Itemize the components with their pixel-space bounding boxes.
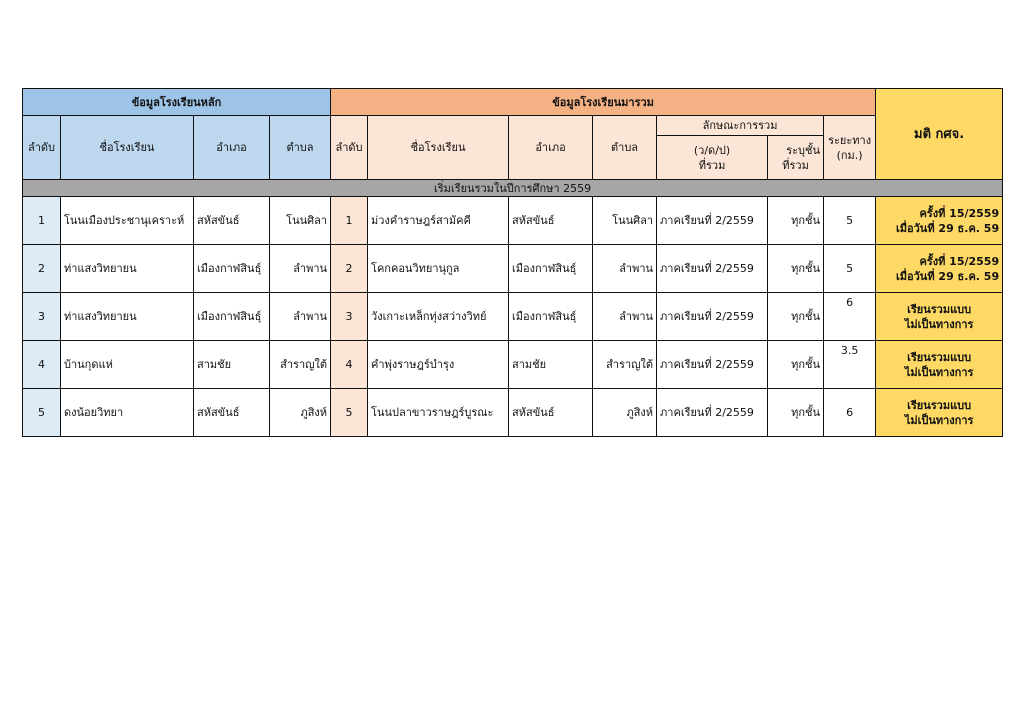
merge-type-header: ลักษณะการรวม bbox=[657, 116, 824, 136]
merge-level-header-line1: ระบุชั้น bbox=[786, 143, 821, 157]
merge-order-cell: 2 bbox=[331, 245, 368, 293]
merge-district-header: อำเภอ bbox=[509, 116, 593, 180]
merge-subdistrict-cell: โนนศิลา bbox=[593, 197, 657, 245]
group-label: เริ่มเรียนรวมในปีการศึกษา 2559 bbox=[23, 180, 1003, 197]
table-row bbox=[23, 197, 1003, 245]
merge-district-cell: เมืองกาฬสินธุ์ bbox=[509, 293, 593, 341]
main-order-cell: 2 bbox=[23, 245, 61, 293]
main-subdistrict-cell: สำราญใต้ bbox=[270, 341, 331, 389]
resolution-line1: เรียนรวมแบบ bbox=[907, 350, 972, 364]
merge-order-cell: 1 bbox=[331, 197, 368, 245]
main-order-cell: 3 bbox=[23, 293, 61, 341]
main-school-name-cell: ท่าแสงวิทยายน bbox=[61, 293, 194, 341]
merge-subdistrict-header: ตำบล bbox=[593, 116, 657, 180]
merge-date-cell: ภาคเรียนที่ 2/2559 bbox=[657, 197, 768, 245]
main-school-name-cell: โนนเมืองประชานุเคราะห์ bbox=[61, 197, 194, 245]
resolution-cell bbox=[876, 197, 1003, 245]
resolution-cell bbox=[876, 293, 1003, 341]
merge-date-cell: ภาคเรียนที่ 2/2559 bbox=[657, 245, 768, 293]
merge-district-cell: สามชัย bbox=[509, 341, 593, 389]
merge-school-name-cell: ม่วงคำราษฎร์สามัคคี bbox=[368, 197, 509, 245]
merge-date-cell: ภาคเรียนที่ 2/2559 bbox=[657, 341, 768, 389]
main-school-name-header: ชื่อโรงเรียน bbox=[61, 116, 194, 180]
table-row bbox=[23, 293, 1003, 341]
merge-date-header bbox=[657, 136, 768, 180]
main-district-cell: เมืองกาฬสินธุ์ bbox=[194, 245, 270, 293]
main-district-cell: สหัสขันธ์ bbox=[194, 389, 270, 437]
table-row bbox=[23, 245, 1003, 293]
main-subdistrict-cell: ภูสิงห์ bbox=[270, 389, 331, 437]
resolution-cell bbox=[876, 389, 1003, 437]
merge-order-header: ลำดับ bbox=[331, 116, 368, 180]
distance-cell: 3.5 bbox=[824, 341, 876, 389]
header-row-groups bbox=[23, 89, 1003, 116]
resolution-line2: ไม่เป็นทางการ bbox=[904, 413, 974, 427]
merge-school-name-cell: โนนปลาขาวราษฎร์บูรณะ bbox=[368, 389, 509, 437]
merge-school-name-cell: โคกคอนวิทยานุกูล bbox=[368, 245, 509, 293]
merge-date-header-line2: ที่รวม bbox=[698, 158, 726, 172]
merge-subdistrict-cell: สำราญใต้ bbox=[593, 341, 657, 389]
group-row bbox=[23, 180, 1003, 197]
resolution-line2: เมื่อวันที่ 29 ธ.ค. 59 bbox=[896, 221, 1000, 235]
main-school-group-header: ข้อมูลโรงเรียนหลัก bbox=[23, 89, 331, 116]
resolution-line1: ครั้งที่ 15/2559 bbox=[919, 206, 1000, 220]
main-subdistrict-cell: ลำพาน bbox=[270, 245, 331, 293]
main-school-name-cell: บ้านกุดแห่ bbox=[61, 341, 194, 389]
main-order-header: ลำดับ bbox=[23, 116, 61, 180]
merge-order-cell: 4 bbox=[331, 341, 368, 389]
main-district-cell: สามชัย bbox=[194, 341, 270, 389]
table-row bbox=[23, 341, 1003, 389]
merge-subdistrict-cell: ลำพาน bbox=[593, 293, 657, 341]
merge-school-name-cell: คำพุ่งราษฎร์บำรุง bbox=[368, 341, 509, 389]
main-district-cell: เมืองกาฬสินธุ์ bbox=[194, 293, 270, 341]
merge-level-cell: ทุกชั้น bbox=[768, 197, 824, 245]
resolution-line1: ครั้งที่ 15/2559 bbox=[919, 254, 1000, 268]
merge-level-header-line2: ที่รวม bbox=[782, 158, 809, 172]
main-district-header: อำเภอ bbox=[194, 116, 270, 180]
merge-date-header-line1: (ว/ด/ป) bbox=[693, 143, 731, 157]
resolution-line2: ไม่เป็นทางการ bbox=[904, 365, 974, 379]
merge-district-cell: เมืองกาฬสินธุ์ bbox=[509, 245, 593, 293]
merge-level-cell: ทุกชั้น bbox=[768, 293, 824, 341]
merge-order-cell: 5 bbox=[331, 389, 368, 437]
distance-cell: 6 bbox=[824, 293, 876, 341]
main-subdistrict-header: ตำบล bbox=[270, 116, 331, 180]
resolution-line1: เรียนรวมแบบ bbox=[907, 302, 972, 316]
main-subdistrict-cell: โนนศิลา bbox=[270, 197, 331, 245]
merge-level-cell: ทุกชั้น bbox=[768, 341, 824, 389]
school-merge-table bbox=[22, 88, 1003, 437]
main-order-cell: 5 bbox=[23, 389, 61, 437]
main-district-cell: สหัสขันธ์ bbox=[194, 197, 270, 245]
distance-header-line2: (กม.) bbox=[836, 148, 863, 162]
distance-cell: 6 bbox=[824, 389, 876, 437]
merge-order-cell: 3 bbox=[331, 293, 368, 341]
merge-school-name-cell: วังเกาะเหล็กทุ่งสว่างวิทย์ bbox=[368, 293, 509, 341]
header-row-sub bbox=[23, 116, 1003, 136]
merge-subdistrict-cell: ลำพาน bbox=[593, 245, 657, 293]
merge-level-cell: ทุกชั้น bbox=[768, 245, 824, 293]
distance-header-line1: ระยะทาง bbox=[828, 133, 872, 147]
main-school-name-cell: ท่าแสงวิทยายน bbox=[61, 245, 194, 293]
merge-district-cell: สหัสขันธ์ bbox=[509, 197, 593, 245]
distance-header bbox=[824, 116, 876, 180]
merge-date-cell: ภาคเรียนที่ 2/2559 bbox=[657, 293, 768, 341]
resolution-header: มติ กศจ. bbox=[876, 89, 1003, 180]
merge-school-name-header: ชื่อโรงเรียน bbox=[368, 116, 509, 180]
distance-cell: 5 bbox=[824, 197, 876, 245]
main-school-name-cell: ดงน้อยวิทยา bbox=[61, 389, 194, 437]
resolution-line2: ไม่เป็นทางการ bbox=[904, 317, 974, 331]
table-row bbox=[23, 389, 1003, 437]
resolution-cell bbox=[876, 245, 1003, 293]
resolution-line2: เมื่อวันที่ 29 ธ.ค. 59 bbox=[896, 269, 1000, 283]
school-merge-sheet bbox=[22, 88, 1003, 437]
resolution-cell bbox=[876, 341, 1003, 389]
main-subdistrict-cell: ลำพาน bbox=[270, 293, 331, 341]
merge-level-cell: ทุกชั้น bbox=[768, 389, 824, 437]
merge-subdistrict-cell: ภูสิงห์ bbox=[593, 389, 657, 437]
resolution-line1: เรียนรวมแบบ bbox=[907, 398, 972, 412]
merge-school-group-header: ข้อมูลโรงเรียนมารวม bbox=[331, 89, 876, 116]
distance-cell: 5 bbox=[824, 245, 876, 293]
merge-date-cell: ภาคเรียนที่ 2/2559 bbox=[657, 389, 768, 437]
merge-district-cell: สหัสขันธ์ bbox=[509, 389, 593, 437]
main-order-cell: 4 bbox=[23, 341, 61, 389]
main-order-cell: 1 bbox=[23, 197, 61, 245]
merge-level-header bbox=[768, 136, 824, 180]
